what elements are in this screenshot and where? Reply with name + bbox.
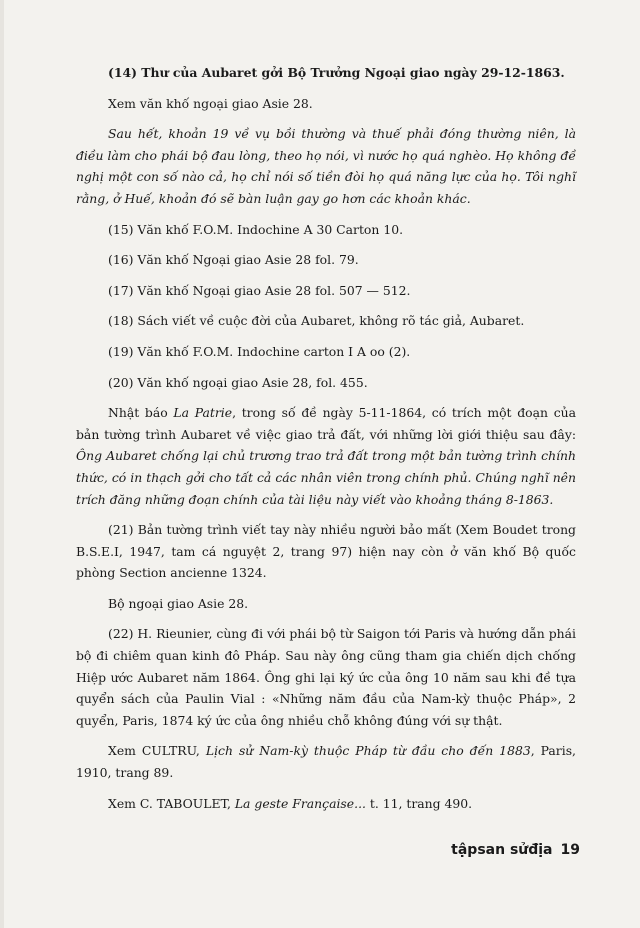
ref-cultru-a: Xem CULTRU, — [108, 743, 206, 759]
note-20-paragraph — [76, 402, 576, 510]
ref-cultru — [76, 740, 576, 783]
note-21: (21) Bản tường trình viết tay này nhiều người bảo mất (Xem Boudet trong B.S.E.I, 1947, tam cá nguyệt 2, trang 97) hiện nay còn ở văn khố Bộ quốc phòng Section ancienne 1324. — [76, 522, 576, 581]
note-20: (20) Văn khố ngoại giao Asie 28, fol. 455. — [108, 374, 368, 390]
note-16: (16) Văn khố Ngoại giao Asie 28 fol. 79. — [108, 252, 359, 268]
ref-taboulet — [76, 793, 576, 815]
note-20-quote: Ông Aubaret chống lại chủ trương trao trả đất trong một bản tường trình chính thức, có in thạch gởi cho tất cả các nhân viên trong chính phủ. Chúng nghĩ nên trích đăng những đoạn chính của tài liệu này viết vào khoảng tháng 8-1863. — [76, 448, 576, 507]
note-14-quote: Sau hết, khoản 19 về vụ bồi thường và thuế phải đóng thường niên, là điều làm cho phái bộ đau lòng, theo họ nói, vì nước họ quá nghèo. Họ không đề nghị một con số nào cả, họ chỉ nói số tiền đòi họ quá năng lực của họ. Tôi nghĩ rằng, ở Huế, khoản đó sẽ bàn luận gay go hơn các khoản khác. — [76, 126, 576, 206]
ref-cultru-title: Lịch sử Nam-kỳ thuộc Pháp từ đầu cho đến 1883 — [205, 743, 531, 759]
page-footer — [451, 842, 580, 858]
note-20-text-a: Nhật báo — [108, 405, 174, 421]
note-21-reference: Bộ ngoại giao Asie 28. — [108, 595, 249, 611]
note-18: (18) Sách viết về cuộc đời của Aubaret, không rõ tác giả, Aubaret. — [108, 313, 525, 329]
note-17: (17) Văn khố Ngoại giao Asie 28 fol. 507 — 512. — [108, 282, 411, 298]
note-22: (22) H. Rieunier, cùng đi với phái bộ từ Saigon tới Paris và hướng dẫn phái bộ đi chiêm quan kinh đô Pháp. Sau này ông cũng tham gia chiến dịch chống Hiệp ước Aubaret năm 1864. Ông ghi lại ký ức của ông 10 năm sau khi đề tựa quyển sách của Paulin Vial : «Những năm đầu của Nam-kỳ thuộc Pháp», 2 quyển, Paris, 1874 ký ức của ông nhiều chỗ không đúng với sự thật. — [76, 626, 576, 728]
newspaper-title: La Patrie — [173, 405, 233, 421]
note-14-reference — [76, 93, 576, 115]
note-14: (14) Thư của Aubaret gởi Bộ Trưởng Ngoại giao ngày 29-12-1863. — [108, 65, 565, 80]
page-number: 19 — [560, 842, 580, 858]
journal-name: tậpsan sửđịa — [451, 842, 553, 858]
ref-taboulet-a: Xem C. TABOULET, — [108, 795, 235, 811]
ref-taboulet-c: t. 11, trang 490. — [365, 795, 473, 811]
note-14-ref-text: Xem văn khố ngoại giao Asie 28. — [108, 95, 313, 111]
note-15: (15) Văn khố F.O.M. Indochine A 30 Carton 10. — [108, 221, 404, 237]
ref-taboulet-title: La geste Française... — [234, 795, 366, 811]
note-19: (19) Văn khố F.O.M. Indochine carton I A oo (2). — [108, 343, 411, 359]
ref-cultru-c: , Paris, 1910, trang 89. — [76, 743, 576, 781]
note-20-text-c: , trong số đề ngày 5-11-1864, có trích một đoạn của bản tường trình Aubaret về việc giao trả đất, với những lời giới thiệu sau đây: — [76, 405, 576, 442]
